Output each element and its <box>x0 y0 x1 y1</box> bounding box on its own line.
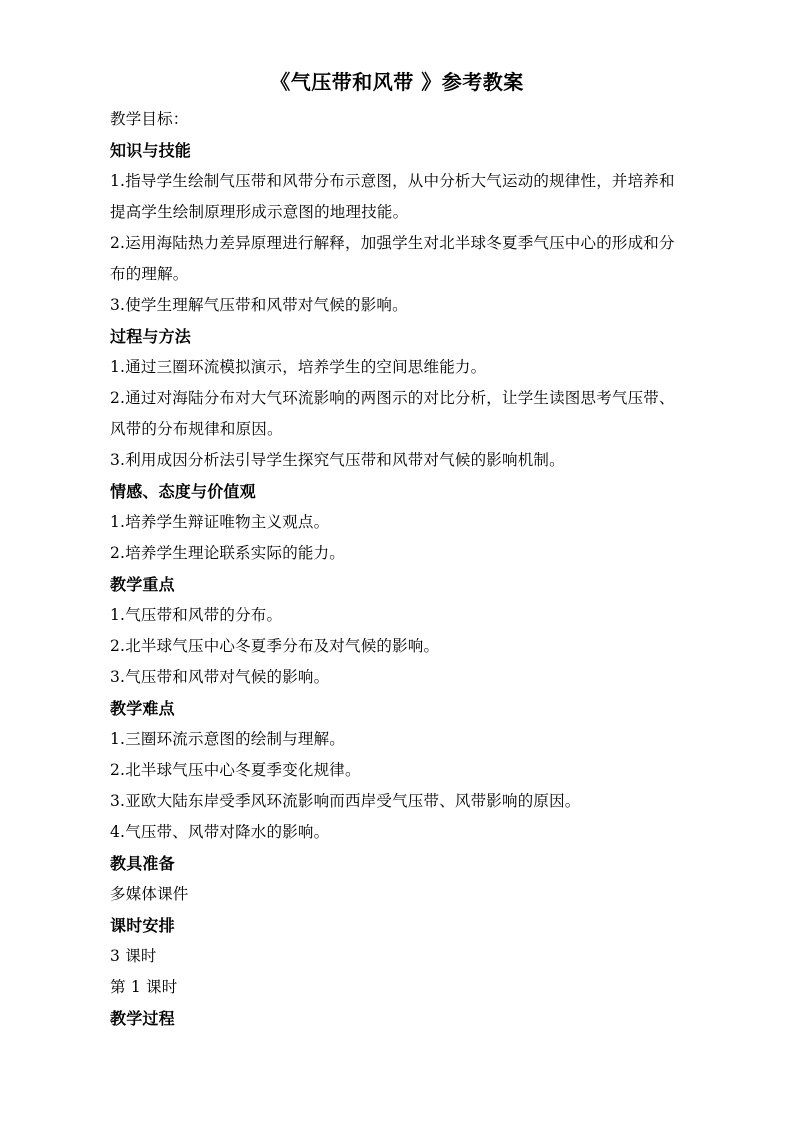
body-text-line: 1.指导学生绘制气压带和风带分布示意图，从中分析大气运动的规律性，并培养和 <box>110 172 675 190</box>
body-text-line: 1.气压带和风带的分布。 <box>110 606 283 624</box>
body-text-line: 布的理解。 <box>110 265 189 283</box>
body-text-line: 2.通过对海陆分布对大气环流影响的两图示的对比分析，让学生读图思考气压带、 <box>110 389 675 407</box>
body-text-line: 3.使学生理解气压带和风带对气候的影响。 <box>110 296 408 314</box>
body-text-line: 2.北半球气压中心冬夏季变化规律。 <box>110 761 361 779</box>
section-heading: 教学难点 <box>110 699 175 718</box>
body-text-line: 多媒体课件 <box>110 885 189 903</box>
body-text-line: 3.气压带和风带对气候的影响。 <box>110 668 330 686</box>
section-heading: 知识与技能 <box>110 141 192 160</box>
body-text-line: 2.北半球气压中心冬夏季分布及对气候的影响。 <box>110 637 440 655</box>
section-heading: 过程与方法 <box>110 327 192 346</box>
body-text-line: 1.培养学生辩证唯物主义观点。 <box>110 513 330 531</box>
body-text-line: 教学目标： <box>110 110 189 128</box>
document-title: 《气压带和风带 》参考教案 <box>270 70 524 94</box>
body-text-line: 2.培养学生理论联系实际的能力。 <box>110 544 345 562</box>
body-text-line: 提高学生绘制原理形成示意图的地理技能。 <box>110 203 409 221</box>
section-heading: 情感、态度与价值观 <box>110 482 256 501</box>
body-text-line: 2.运用海陆热力差异原理进行解释，加强学生对北半球冬夏季气压中心的形成和分 <box>110 234 675 252</box>
section-heading: 教学过程 <box>110 1009 175 1028</box>
body-text-line: 4.气压带、风带对降水的影响。 <box>110 823 330 841</box>
section-heading: 教具准备 <box>110 854 175 873</box>
body-text-line: 3.亚欧大陆东岸受季风环流影响而西岸受气压带、风带影响的原因。 <box>110 792 581 810</box>
body-text-line: 第 1 课时 <box>110 978 178 996</box>
body-text-line: 风带的分布规律和原因。 <box>110 420 283 438</box>
body-text-line: 1.三圈环流示意图的绘制与理解。 <box>110 730 345 748</box>
body-text-line: 1.通过三圈环流模拟演示，培养学生的空间思维能力。 <box>110 358 487 376</box>
document-body <box>110 104 690 1034</box>
body-text-line: 3.利用成因分析法引导学生探究气压带和风带对气候的影响机制。 <box>110 451 565 469</box>
section-heading: 教学重点 <box>110 575 175 594</box>
section-heading: 课时安排 <box>110 916 175 935</box>
body-text-line: 3 课时 <box>110 947 157 965</box>
